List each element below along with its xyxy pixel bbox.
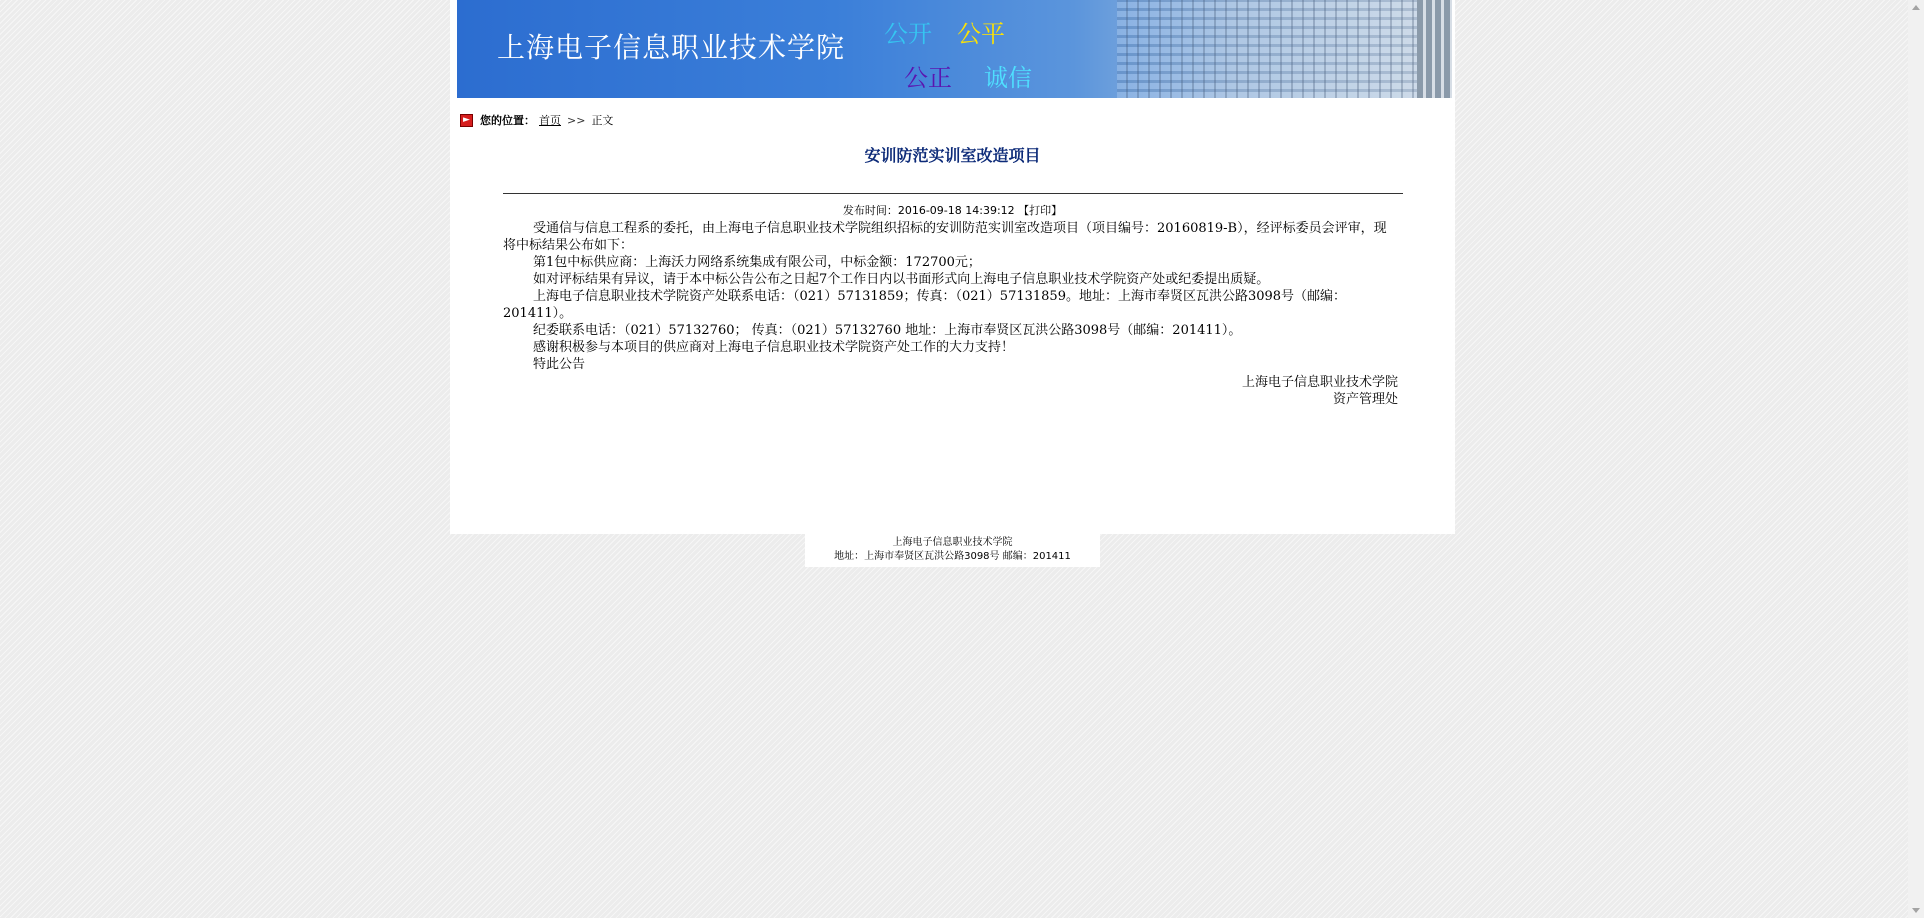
motto-fairness: 公平 xyxy=(957,20,1005,48)
breadcrumb-label: 您的位置： xyxy=(480,114,535,127)
article-meta xyxy=(450,202,1455,218)
footer-address: 地址：上海市奉贤区瓦洪公路3098号 邮编：201411 xyxy=(834,551,1071,562)
article-body xyxy=(503,220,1398,373)
article-paragraph: 纪委联系电话：（021）57132760； 传真：（021）57132760 地址：上海市奉贤区瓦洪公路3098号（邮编：201411）。 xyxy=(533,323,1242,338)
breadcrumb-current: 正文 xyxy=(591,114,614,127)
motto-justice: 公正 xyxy=(904,64,952,92)
print-link[interactable]: 【打印】 xyxy=(1018,204,1063,217)
signature-organization: 上海电子信息职业技术学院 xyxy=(1241,375,1398,390)
publish-time: 发布时间：2016-09-18 14:39:12 xyxy=(842,204,1019,217)
article-paragraph: 特此公告 xyxy=(533,357,586,372)
article-paragraph: 如对评标结果有异议，请于本中标公告公布之日起7个工作日内以书面形式向上海电子信息职业技术学院资产处或纪委提出质疑。 xyxy=(533,272,1270,287)
scroll-up-arrow-icon[interactable] xyxy=(1912,5,1920,10)
article-paragraph: 上海电子信息职业技术学院资产处联系电话：（021）57131859；传真：（021）57131859。地址：上海市奉贤区瓦洪公路3098号（邮编：201411）。 xyxy=(503,289,1347,321)
article-title: 安训防范实训室改造项目 xyxy=(864,146,1041,165)
school-name: 上海电子信息职业技术学院 xyxy=(497,31,846,64)
signature-department: 资产管理处 xyxy=(1332,392,1398,407)
footer-school-name: 上海电子信息职业技术学院 xyxy=(892,537,1013,548)
article-paragraph: 第1包中标供应商：上海沃力网络系统集成有限公司，中标金额：172700元； xyxy=(533,255,981,270)
motto-openness: 公开 xyxy=(884,20,932,48)
motto-integrity: 诚信 xyxy=(984,64,1032,92)
banner-building-image xyxy=(1117,0,1452,98)
breadcrumb xyxy=(460,112,613,128)
breadcrumb-separator: >> xyxy=(567,113,586,127)
article-paragraph: 感谢积极参与本项目的供应商对上海电子信息职业技术学院资产处工作的大力支持！ xyxy=(533,340,1015,355)
page-container xyxy=(450,0,1455,534)
article-paragraph: 受通信与信息工程系的委托，由上海电子信息职业技术学院组织招标的安训防范实训室改造项目（项目编号：20160819-B），经评标委员会评审，现将中标结果公布如下： xyxy=(503,221,1387,253)
breadcrumb-home-link[interactable]: 首页 xyxy=(539,114,561,127)
title-divider xyxy=(503,193,1403,194)
header-banner xyxy=(457,0,1452,98)
banner-building-edge xyxy=(1417,0,1452,98)
footer xyxy=(805,534,1100,567)
vertical-scrollbar[interactable] xyxy=(1908,0,1924,918)
scroll-down-arrow-icon[interactable] xyxy=(1912,908,1920,913)
arrow-right-icon: ► xyxy=(460,114,473,127)
